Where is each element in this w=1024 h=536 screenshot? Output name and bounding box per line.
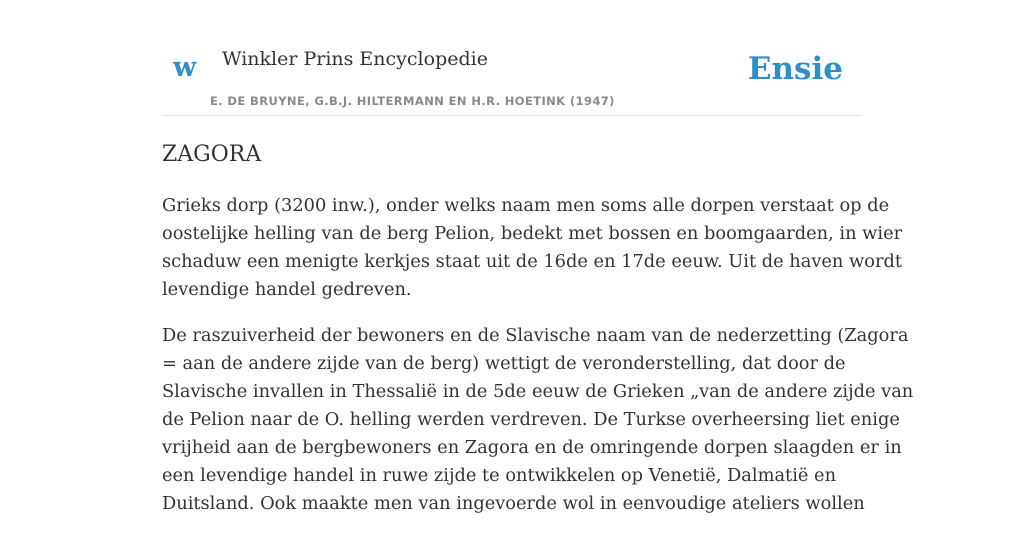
text-line: vrijheid aan de bergbewoners en Zagora en de omringende dorpen slaagden er in <box>162 437 902 458</box>
publication-authors: E. DE BRUYNE, G.B.J. HILTERMANN EN H.R. HOETINK (1947) <box>210 94 615 108</box>
text-line: levendige handel gedreven. <box>162 279 412 300</box>
article-title: ZAGORA <box>162 142 262 167</box>
paragraph <box>162 322 914 518</box>
publication-title[interactable]: Winkler Prins Encyclopedie <box>222 48 488 70</box>
text-line: = aan de andere zijde van de berg) wettigt de veronderstelling, dat door de <box>162 353 846 374</box>
article-body <box>162 192 914 536</box>
text-line: Duitsland. Ook maakte men van ingevoerde wol in eenvoudige ateliers wollen <box>162 493 865 514</box>
text-line: schaduw een menigte kerkjes staat uit de 16de en 17de eeuw. Uit de haven wordt <box>162 251 902 272</box>
site-header <box>162 40 862 116</box>
text-line: de Pelion naar de O. helling werden verdreven. De Turkse overheersing liet enige <box>162 409 900 430</box>
text-line: Slavische invallen in Thessalië in de 5de eeuw de Grieken „van de andere zijde van <box>162 381 914 402</box>
ensie-logo[interactable]: Ensie <box>747 51 843 87</box>
winkler-prins-logo[interactable]: w <box>173 52 197 83</box>
paragraph <box>162 192 903 304</box>
text-line: oostelijke helling van de berg Pelion, bedekt met bossen en boomgaarden, in wier <box>162 223 903 244</box>
text-line: een levendige handel in ruwe zijde te ontwikkelen op Venetië, Dalmatië en <box>162 465 837 486</box>
text-line: Grieks dorp (3200 inw.), onder welks naam men soms alle dorpen verstaat op de <box>162 195 890 216</box>
text-line: De raszuiverheid der bewoners en de Slavische naam van de nederzetting (Zagora <box>162 325 909 346</box>
